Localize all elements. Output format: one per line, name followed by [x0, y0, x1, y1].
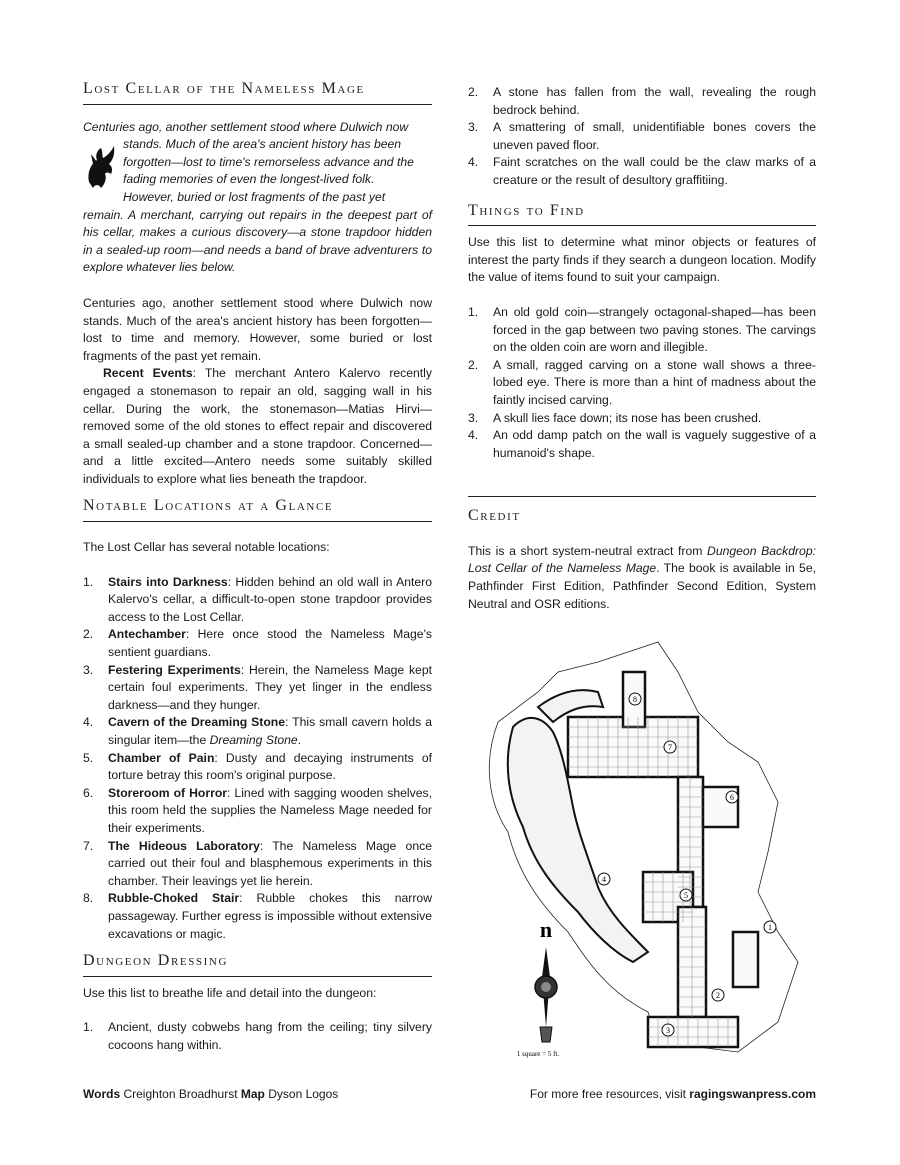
intro-line-5: However, buried or lost fragments of the past yet — [123, 189, 386, 204]
thing-item: 1. An old gold coin—strangely octagonal-shaped—has been forced in the gap between two paving stones. The carvings on the olden coin are worn and illegible. — [468, 304, 816, 355]
location-item: 8. Rubble-Choked Stair: Rubble chokes this narrow passageway. Further egress is impossible without extensive excavations or magic. — [83, 891, 433, 941]
list-item: 3. A smattering of small, unidentifiable bones covers the uneven paved floor. — [468, 120, 816, 152]
room-label-4 — [598, 873, 610, 885]
footer-resources: For more free resources, visit ragingswanpress.com — [529, 1087, 816, 1101]
footer-credits: Words Creighton Broadhurst Map Dyson Logos — [83, 1087, 339, 1101]
things-list — [468, 304, 816, 462]
intro-line-2: stands. Much of the area's ancient history has been — [123, 137, 402, 152]
recent-events-text: : The merchant Antero Kalervo recently engaged a stonemason to repair an old, sagging wall in his cellar. During the work, the stonemason—Matias Hirvi—removed some of the old stones to effect repair and discovered a small sealed-up chamber and a stone trapdoor. Concerned—and a little excited—Antero needs some suitably skilled individuals to explore what lies beneath the trapdoor. — [83, 366, 432, 486]
location-item: 1. Stairs into Darkness: Hidden behind an old wall in Antero Kalervo's cellar, a difficult-to-open stone trapdoor provides access to the Lost Cellar. — [83, 574, 432, 624]
dungeon-dressing-heading: Dungeon Dressing — [83, 952, 432, 977]
things-to-find-heading: Things to Find — [468, 202, 816, 227]
background-paragraph: Centuries ago, another settlement stood where Dulwich now stands. Much of the area's ancient history has been forgotten—lost to time and memory. However, some buried or lost fragments of the past yet remain. — [83, 295, 432, 363]
intro-line-6: remain. A merchant, carrying out repairs in the deepest part of his cellar, makes a curious discovery—a stone trapdoor hidden in a sealed-up room—and needs a band of brave adventurers to explore whatever lies below. — [83, 207, 432, 275]
north-label: n — [539, 917, 553, 942]
dressing-list-part-1 — [83, 1019, 432, 1054]
svg-text:7: 7 — [668, 743, 672, 752]
compass-rose — [535, 917, 557, 1042]
location-item: 7. The Hideous Laboratory: The Nameless Mage once carried out their foul and blasphemous experiments in this chamber. Their leavings yet lie herein. — [83, 838, 432, 888]
location-item: 2. Antechamber: Here once stood the Nameless Mage's sentient guardians. — [83, 627, 432, 660]
room-label-6 — [726, 791, 738, 803]
intro-text — [83, 119, 432, 277]
right-column — [468, 84, 816, 613]
notable-locations-list — [83, 574, 432, 943]
room-label-7 — [664, 741, 676, 753]
intro-line-3: forgotten—lost to time's remorseless advance and the — [123, 154, 414, 169]
things-intro: Use this list to determine what minor objects or features of interest the party finds if they search a dungeon location. Modify the value of items found to suit your campaign. — [468, 235, 816, 285]
room-label-2 — [712, 989, 724, 1001]
site-link[interactable]: ragingswanpress.com — [689, 1087, 816, 1101]
svg-text:5: 5 — [684, 891, 688, 900]
thing-item: 4. An odd damp patch on the wall is vaguely suggestive of a humanoid's shape. — [468, 428, 816, 460]
svg-text:4: 4 — [602, 875, 606, 884]
location-item: 6. Storeroom of Horror: Lined with sagging wooden shelves, this room held the supplies the Nameless Mage needed for their experiments. — [83, 785, 432, 835]
room-label-8 — [629, 693, 641, 705]
dressing-list-part-2 — [468, 84, 816, 190]
svg-text:6: 6 — [730, 793, 734, 802]
scale-label: 1 square = 5 ft. — [516, 1050, 560, 1058]
book-title: Dungeon Backdrop: Lost Cellar of the Nameless Mage — [468, 543, 816, 576]
location-item: 3. Festering Experiments: Herein, the Nameless Mage kept certain foul experiments. They yet linger in the endless darkness—and they hunger. — [83, 662, 432, 712]
svg-text:1: 1 — [768, 923, 772, 932]
intro-line-4: fading memories of even the longest-lived folk. — [123, 172, 375, 187]
rooms — [568, 672, 758, 1047]
credit-text: This is a short system-neutral extract from Dungeon Backdrop: Lost Cellar of the Nameless Mage. The book is available in 5e, Pathfinder First Edition, Pathfinder Second Edition, System Neutral and OSR editions. — [468, 543, 816, 611]
lost-cellar-heading: Lost Cellar of the Nameless Mage — [83, 80, 432, 105]
dressing-intro: Use this list to breathe life and detail into the dungeon: — [83, 985, 377, 1000]
list-item: 4. Faint scratches on the wall could be the claw marks of a creature or the result of desultory graffitiing. — [468, 155, 816, 187]
credit-heading: Credit — [468, 496, 816, 531]
room-label-3 — [662, 1024, 674, 1036]
svg-text:3: 3 — [666, 1026, 670, 1035]
location-item: 5. Chamber of Pain: Dusty and decaying instruments of torture betray this room's original purpose. — [83, 750, 432, 783]
griffin-icon — [83, 142, 117, 190]
list-item: 2. A stone has fallen from the wall, revealing the rough bedrock behind. — [468, 85, 816, 117]
recent-events-label: Recent Events — [103, 366, 193, 381]
notable-locations-heading: Notable Locations at a Glance — [83, 497, 432, 522]
svg-text:2: 2 — [716, 991, 720, 1000]
thing-item: 2. A small, ragged carving on a stone wall shows a three-lobed eye. There is more than a hint of madness about the faintly incised carving. — [468, 357, 816, 407]
recent-events-paragraph — [83, 365, 432, 488]
dungeon-map — [478, 632, 818, 1072]
room-label-5 — [680, 889, 692, 901]
intro-line-1: Centuries ago, another settlement stood where Dulwich now — [83, 119, 409, 134]
thing-item: 3. A skull lies face down; its nose has been crushed. — [468, 410, 762, 425]
notable-intro: The Lost Cellar has several notable locations: — [83, 540, 330, 555]
location-item: 4. Cavern of the Dreaming Stone: This small cavern holds a singular item—the Dreaming Stone. — [83, 715, 432, 747]
room-label-1 — [764, 921, 776, 933]
svg-text:8: 8 — [633, 695, 637, 704]
left-column — [83, 80, 432, 1055]
list-item: 1. Ancient, dusty cobwebs hang from the ceiling; tiny silvery cocoons hang within. — [83, 1020, 432, 1052]
